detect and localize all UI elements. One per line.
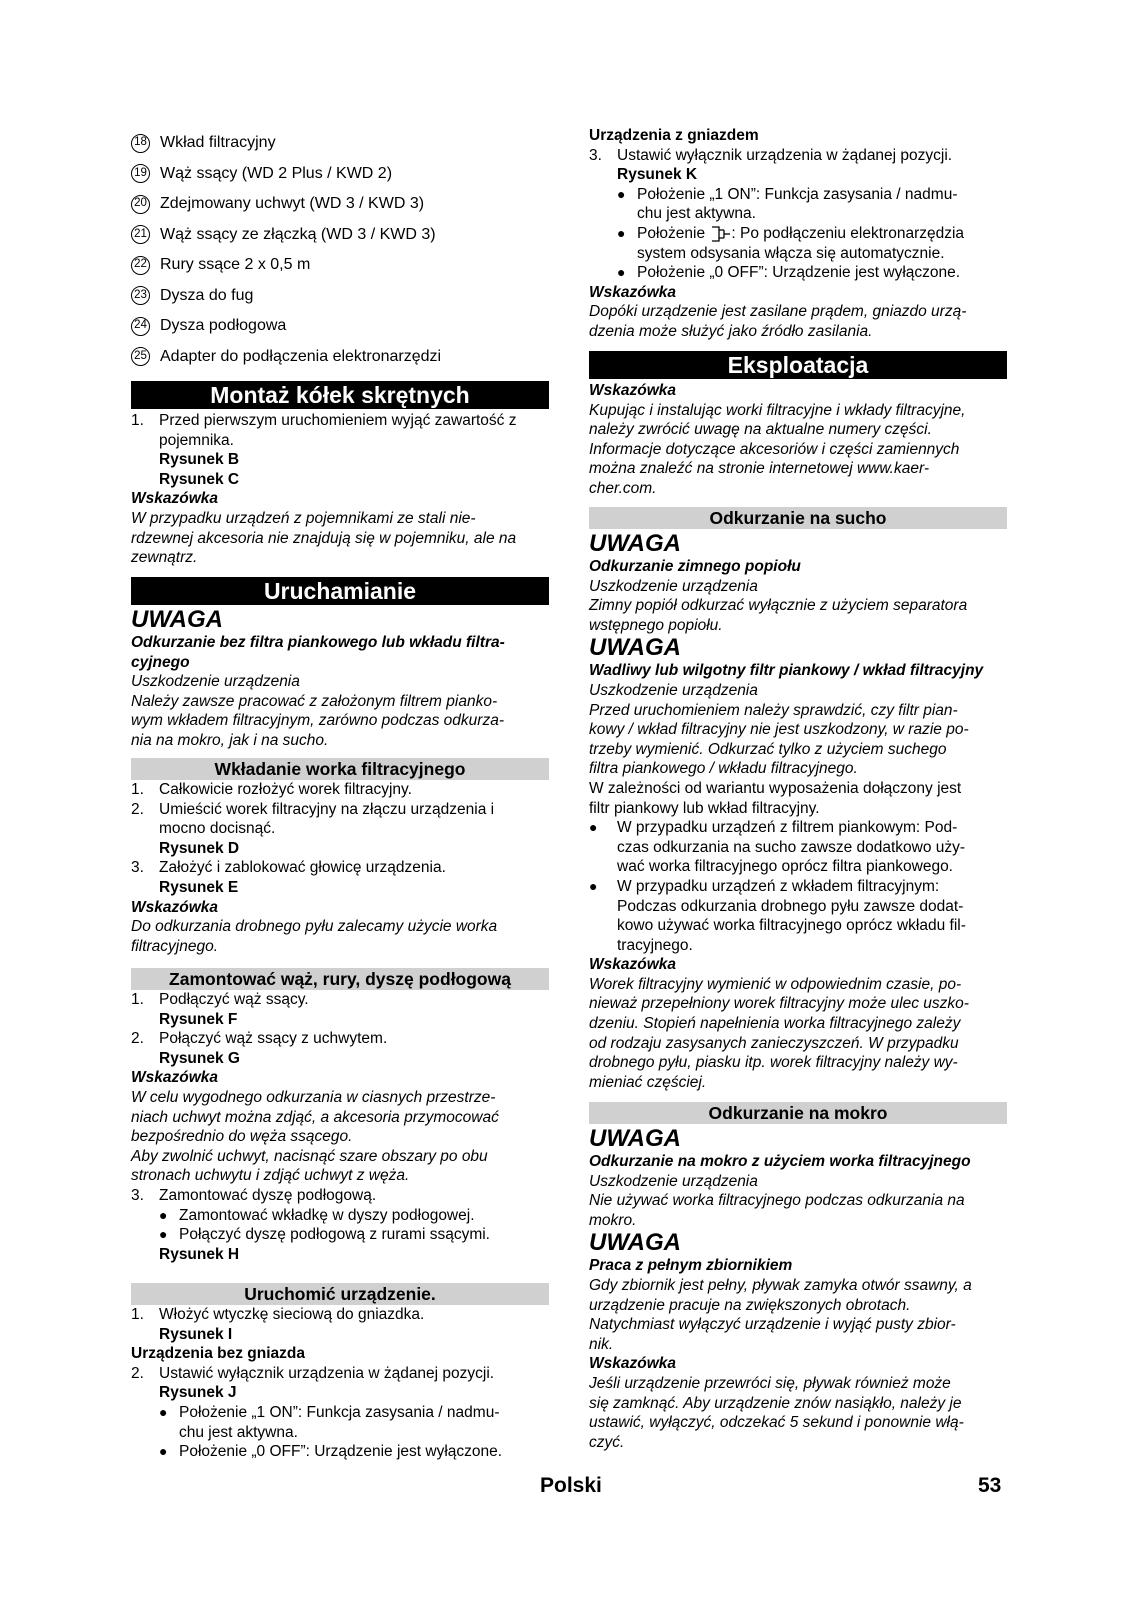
legend-item: 19 Wąż ssący (WD 2 Plus / KWD 2) xyxy=(131,163,549,185)
number-circle: 20 xyxy=(131,195,150,214)
note-title: Wskazówka xyxy=(131,1069,219,1087)
bullet-icon: ● xyxy=(159,1443,168,1460)
section-gniazdo: Urządzenia z gniazdem 3. Ustawić wyłącznik urządzenia w żądanej pozycji. Rysunek K ● Położenie „1 ON”: Funkcja zasysania / nadmu- chu jest aktywna. ● Położenie : Po podłączeniu elektronarzędzia system odsysania włącza się automatycznie. ● Położenie „0 OFF”: Urządzenie jest wyłączone. Wskazówka Dopóki urządzenie jest zasilane prądem, gniazdo urzą- dzenia może służyć jako źródło zasilania. xyxy=(589,126,1007,342)
bullet-icon: ● xyxy=(589,877,598,894)
number-circle: 18 xyxy=(131,134,150,153)
number-circle: 24 xyxy=(131,317,150,336)
figure-ref: Rysunek K xyxy=(617,166,698,184)
figure-ref: Rysunek I xyxy=(159,1325,233,1343)
number-circle: 25 xyxy=(131,347,150,366)
bullet-icon: ● xyxy=(159,1403,168,1420)
legend-item: 24 Dysza podłogowa xyxy=(131,315,549,337)
subsection-heading: Odkurzanie na mokro xyxy=(589,1102,1007,1124)
warning-label: UWAGA xyxy=(589,634,681,662)
legend-item: 18 Wkład filtracyjny xyxy=(131,132,549,154)
number-circle: 19 xyxy=(131,164,150,183)
warning-label: UWAGA xyxy=(589,1125,681,1152)
note-title: Wskazówka xyxy=(589,283,677,301)
note-title: Wskazówka xyxy=(589,956,677,974)
bullet-icon: ● xyxy=(589,819,598,836)
section-worek: Wkładanie worka filtracyjnego 1. Całkowicie rozłożyć worek filtracyjny. 2. Umieścić worek filtracyjny na złączu urządzenia i mocno docisnąć. Rysunek D 3. Założyć i zablokować głowicę urządzenia. Rysunek E Wskazówka Do odkurzania drobnego pyłu zalecamy użycie worka filtracyjnego. xyxy=(131,758,549,956)
section-waz: Zamontować wąż, rury, dyszę podłogową 1. Podłączyć wąż ssący. Rysunek F 2. Połączyć wąż ssący z uchwytem. Rysunek G Wskazówka W celu wygodnego odkurzania w ciasnych przestrze- niach uchwyt można zdjąć, a akcesoria przymocować bezpośrednio do węża ssącego. Aby zwolnić uchwyt, nacisnąć szare obszary po obu stronach uchwytu i zdjąć uchwyt z węża. 3. Zamontować dyszę podłogową. ● Zamontować wkładkę w dyszy podłogowej. ● Połączyć dyszę podłogową z rurami ssącymi. Rysunek H xyxy=(131,968,549,1264)
figure-ref: Rysunek D xyxy=(159,839,240,857)
number-circle: 21 xyxy=(131,225,150,244)
subsection-heading: Odkurzanie na sucho xyxy=(589,507,1007,529)
warning-label: UWAGA xyxy=(131,606,223,633)
figure-ref: Rysunek B xyxy=(159,451,240,469)
page-number: 53 xyxy=(978,1474,1002,1497)
figure-ref: Rysunek H xyxy=(159,1245,240,1263)
section-sucho: Odkurzanie na sucho UWAGA Odkurzanie zimnego popiołu Uszkodzenie urządzenia Zimny popiół odkurzać wyłącznie z użyciem separatora wstępnego popiołu. UWAGA Wadliwy lub wilgotny filtr piankowy / wkład filtracyjny Uszkodzenie urządzenia Przed uruchomieniem należy sprawdzić, czy filtr pian- kowy / wkład filtracyjny nie jest uszkodzony, w razie po- trzeby wymienić. Odkurzać tylko z użyciem suchego filtra piankowego / wkładu filtracyjnego. W zależności od wariantu wyposażenia dołączony jest filtr piankowy lub wkład filtracyjny. ● W przypadku urządzeń z filtrem piankowym: Pod- czas odkurzania na sucho zawsze dodatkowo uży- wać worka filtracyjnego oprócz filtra piankowego. ● W przypadku urządzeń z wkładem filtracyjnym: Podczas odkurzania drobnego pyłu zawsze dodat- kowo używać worka filtracyjnego oprócz wkładu fil- tracyjnego. Wskazówka Worek filtracyjny wymienić w odpowiednim czasie, po- nieważ przepełniony worek filtracyjny może ulec uszko- dzeniu. Stopień napełnienia worka filtracyjnego zależy od rodzaju zasysanych zanieczyszczeń. W przypadku drobnego pyłu, piasku itp. worek filtracyjny należy wy- mieniać częściej. xyxy=(589,507,1007,1092)
number-circle: 23 xyxy=(131,286,150,305)
subsection-heading: Zamontować wąż, rury, dyszę podłogową xyxy=(131,968,549,990)
legend-item: 20 Zdejmowany uchwyt (WD 3 / KWD 3) xyxy=(131,193,549,215)
note-title: Wskazówka xyxy=(131,490,219,508)
legend-item: 23 Dysza do fug xyxy=(131,285,549,307)
parts-legend xyxy=(131,132,549,376)
section-eksploatacja: Eksploatacja Wskazówka Kupując i instalując worki filtracyjne i wkłady filtracyjne, należy zwrócić uwagę na aktualne numery części. Informacje dotyczące akcesoriów i części zamiennych można znaleźć na stronie internetowej www.kaer- cher.com. xyxy=(589,351,1007,499)
footer-language: Polski xyxy=(540,1474,602,1497)
note-title: Wskazówka xyxy=(131,898,219,916)
section-uruchamianie: Uruchamianie UWAGA Odkurzanie bez filtra piankowego lub wkładu filtra- cyjnego Uszkodzenie urządzenia Należy zawsze pracować z założonym filtrem pianko- wym wkładem filtracyjnym, zarówno podczas odkurza- nia na mokro, jak i na sucho. xyxy=(131,577,549,751)
figure-ref: Rysunek E xyxy=(159,878,239,896)
bullet-icon: ● xyxy=(617,264,626,281)
note-title: Wskazówka xyxy=(589,1355,677,1373)
legend-item: 25 Adapter do podłączenia elektronarzędzi xyxy=(131,346,549,368)
section-start: Uruchomić urządzenie. 1. Włożyć wtyczkę sieciową do gniazdka. Rysunek I Urządzenia bez gniazda 2. Ustawić wyłącznik urządzenia w żądanej pozycji. Rysunek J ● Położenie „1 ON”: Funkcja zasysania / nadmu- chu jest aktywna. ● Położenie „0 OFF”: Urządzenie jest wyłączone. xyxy=(131,1283,549,1462)
note-title: Wskazówka xyxy=(589,382,677,399)
warning-label: UWAGA xyxy=(589,530,681,557)
bullet-icon: ● xyxy=(617,185,626,202)
figure-ref: Rysunek F xyxy=(159,1010,238,1028)
section-heading: Uruchamianie xyxy=(131,577,549,605)
section-montaz: Montaż kółek skrętnych 1. Przed pierwszym uruchomieniem wyjąć zawartość z pojemnika. Rysunek B Rysunek C Wskazówka W przypadku urządzeń z pojemnikami ze stali nie- rdzewnej akcesoria nie znajdują się w pojemniku, ale na zewnątrz. xyxy=(131,381,549,568)
number-circle: 22 xyxy=(131,256,150,275)
figure-ref: Rysunek C xyxy=(159,470,240,488)
legend-item: 22 Rury ssące 2 x 0,5 m xyxy=(131,254,549,276)
bullet-icon: ● xyxy=(159,1226,168,1243)
section-heading: Eksploatacja xyxy=(589,351,1007,379)
power-tool-socket-icon xyxy=(709,225,731,243)
figure-ref: Rysunek G xyxy=(159,1049,240,1067)
legend-item: 21 Wąż ssący ze złączką (WD 3 / KWD 3) xyxy=(131,224,549,246)
bullet-icon: ● xyxy=(617,224,626,241)
subsection-heading: Wkładanie worka filtracyjnego xyxy=(131,758,549,780)
figure-ref: Rysunek J xyxy=(159,1384,237,1402)
warning-label: UWAGA xyxy=(589,1229,681,1257)
subsection-heading: Uruchomić urządzenie. xyxy=(131,1283,549,1305)
section-heading: Montaż kółek skrętnych xyxy=(131,381,549,409)
section-mokro: Odkurzanie na mokro UWAGA Odkurzanie na mokro z użyciem worka filtracyjnego Uszkodzenie urządzenia Nie używać worka filtracyjnego podczas odkurzania na mokro. UWAGA Praca z pełnym zbiornikiem Gdy zbiornik jest pełny, pływak zamyka otwór ssawny, a urządzenie pracuje na zwiększonych obrotach. Natychmiast wyłączyć urządzenie i wyjąć pusty zbior- nik. Wskazówka Jeśli urządzenie przewróci się, pływak również może się zamknąć. Aby urządzenie znów nasiąkło, należy je ustawić, wyłączyć, odczekać 5 sekund i ponownie włą- czyć. xyxy=(589,1102,1007,1452)
bullet-icon: ● xyxy=(159,1206,168,1223)
